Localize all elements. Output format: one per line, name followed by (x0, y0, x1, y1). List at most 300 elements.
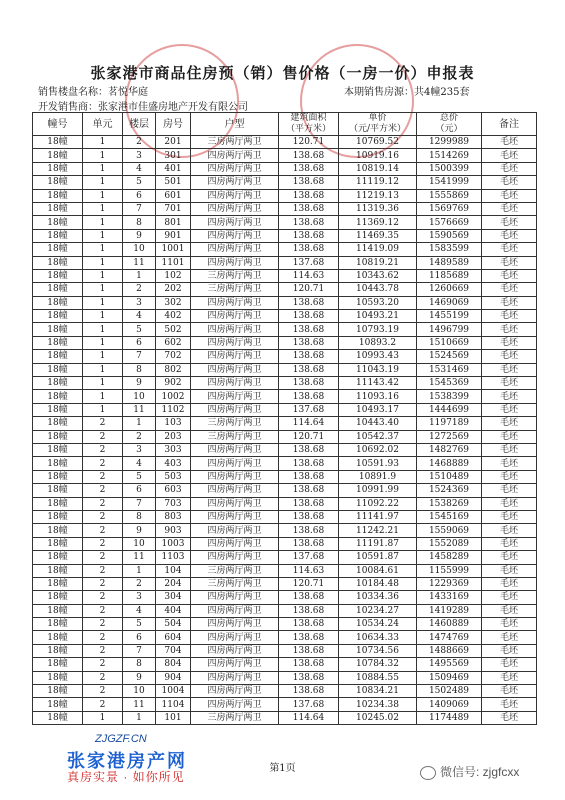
table-row (33, 618, 537, 631)
cell-unit: 2 (83, 551, 123, 564)
cell-room: 503 (156, 470, 191, 483)
cell-room: 801 (156, 216, 191, 229)
cell-unit: 2 (83, 604, 123, 617)
cell-room: 802 (156, 363, 191, 376)
cell-building: 18幢 (33, 510, 83, 523)
cell-type: 四房两厅两卫 (191, 310, 279, 323)
cell-area: 138.68 (279, 524, 339, 537)
table-row (33, 283, 537, 296)
table-row (33, 658, 537, 671)
cell-room: 304 (156, 591, 191, 604)
cell-room: 603 (156, 484, 191, 497)
cell-building: 18幢 (33, 403, 83, 416)
cell-unit: 2 (83, 497, 123, 510)
cell-room: 901 (156, 229, 191, 242)
cell-price: 10334.36 (339, 591, 417, 604)
cell-floor: 2 (123, 430, 156, 443)
header-area: 建筑面积 （平方米） (279, 113, 339, 136)
table-row (33, 310, 537, 323)
cell-area: 120.71 (279, 283, 339, 296)
cell-unit: 1 (83, 229, 123, 242)
table-row (33, 202, 537, 215)
cell-floor: 4 (123, 457, 156, 470)
cell-room: 602 (156, 336, 191, 349)
cell-building: 18幢 (33, 162, 83, 175)
cell-price: 11143.42 (339, 377, 417, 390)
cell-floor: 1 (123, 417, 156, 430)
cell-price: 11043.19 (339, 363, 417, 376)
table-row (33, 604, 537, 617)
cell-total: 1419289 (417, 604, 482, 617)
cell-room: 804 (156, 658, 191, 671)
table-row (33, 390, 537, 403)
cell-type: 四房两厅两卫 (191, 202, 279, 215)
cell-area: 138.68 (279, 323, 339, 336)
cell-floor: 4 (123, 604, 156, 617)
cell-area: 137.68 (279, 698, 339, 711)
cell-floor: 4 (123, 162, 156, 175)
cell-type: 四房两厅两卫 (191, 551, 279, 564)
cell-type: 四房两厅两卫 (191, 591, 279, 604)
cell-area: 138.68 (279, 618, 339, 631)
cell-area: 138.68 (279, 457, 339, 470)
cell-room: 403 (156, 457, 191, 470)
cell-total: 1409069 (417, 698, 482, 711)
cell-floor: 6 (123, 189, 156, 202)
cell-price: 10493.21 (339, 310, 417, 323)
cell-room: 201 (156, 136, 191, 149)
cell-floor: 5 (123, 176, 156, 189)
cell-type: 四房两厅两卫 (191, 443, 279, 456)
cell-note: 毛坯 (482, 417, 537, 430)
header-floor: 楼层 (123, 113, 156, 136)
cell-room: 302 (156, 296, 191, 309)
cell-area: 138.68 (279, 537, 339, 550)
cell-building: 18幢 (33, 430, 83, 443)
cell-building: 18幢 (33, 470, 83, 483)
cell-price: 10893.2 (339, 336, 417, 349)
cell-floor: 8 (123, 510, 156, 523)
cell-price: 10919.16 (339, 149, 417, 162)
cell-total: 1495569 (417, 658, 482, 671)
cell-note: 毛坯 (482, 551, 537, 564)
cell-area: 138.68 (279, 229, 339, 242)
header-type: 户型 (191, 113, 279, 136)
cell-unit: 2 (83, 658, 123, 671)
cell-type: 四房两厅两卫 (191, 323, 279, 336)
cell-price: 11469.35 (339, 229, 417, 242)
cell-floor: 4 (123, 310, 156, 323)
header-price: 单价 （元/平方米） (339, 113, 417, 136)
cell-area: 138.68 (279, 390, 339, 403)
table-row (33, 470, 537, 483)
cell-area: 138.68 (279, 671, 339, 684)
cell-area: 138.68 (279, 377, 339, 390)
cell-building: 18幢 (33, 564, 83, 577)
cell-unit: 1 (83, 149, 123, 162)
cell-area: 138.68 (279, 162, 339, 175)
cell-floor: 6 (123, 631, 156, 644)
cell-unit: 2 (83, 698, 123, 711)
cell-floor: 8 (123, 216, 156, 229)
table-header-row (33, 113, 537, 136)
table-row (33, 698, 537, 711)
wechat-id: 微信号: zjgfcxx (420, 763, 519, 780)
cell-price: 10343.62 (339, 269, 417, 282)
table-row (33, 497, 537, 510)
cell-building: 18幢 (33, 216, 83, 229)
cell-type: 四房两厅两卫 (191, 658, 279, 671)
cell-price: 10591.93 (339, 457, 417, 470)
cell-area: 114.64 (279, 711, 339, 724)
cell-room: 401 (156, 162, 191, 175)
cell-building: 18幢 (33, 136, 83, 149)
cell-room: 601 (156, 189, 191, 202)
cell-unit: 2 (83, 457, 123, 470)
cell-type: 四房两厅两卫 (191, 497, 279, 510)
watermark-site: ZJGZF.CN (95, 733, 147, 745)
cell-building: 18幢 (33, 176, 83, 189)
cell-total: 1569769 (417, 202, 482, 215)
cell-total: 1482769 (417, 443, 482, 456)
cell-note: 毛坯 (482, 176, 537, 189)
cell-area: 138.68 (279, 336, 339, 349)
cell-type: 四房两厅两卫 (191, 162, 279, 175)
cell-unit: 2 (83, 564, 123, 577)
cell-room: 1003 (156, 537, 191, 550)
cell-note: 毛坯 (482, 336, 537, 349)
cell-room: 102 (156, 269, 191, 282)
table-row (33, 162, 537, 175)
cell-floor: 5 (123, 618, 156, 631)
cell-price: 11141.97 (339, 510, 417, 523)
cell-note: 毛坯 (482, 470, 537, 483)
table-row (33, 524, 537, 537)
cell-unit: 1 (83, 189, 123, 202)
cell-type: 四房两厅两卫 (191, 537, 279, 550)
cell-price: 11119.12 (339, 176, 417, 189)
cell-type: 四房两厅两卫 (191, 524, 279, 537)
cell-floor: 6 (123, 336, 156, 349)
cell-note: 毛坯 (482, 644, 537, 657)
cell-type: 四房两厅两卫 (191, 644, 279, 657)
cell-room: 402 (156, 310, 191, 323)
cell-price: 11191.87 (339, 537, 417, 550)
cell-building: 18幢 (33, 631, 83, 644)
table-row (33, 457, 537, 470)
table-row (33, 711, 537, 724)
cell-room: 803 (156, 510, 191, 523)
table-row (33, 551, 537, 564)
cell-total: 1496799 (417, 323, 482, 336)
cell-note: 毛坯 (482, 310, 537, 323)
cell-building: 18幢 (33, 189, 83, 202)
cell-unit: 1 (83, 377, 123, 390)
cell-building: 18幢 (33, 336, 83, 349)
cell-note: 毛坯 (482, 136, 537, 149)
cell-room: 1001 (156, 243, 191, 256)
cell-note: 毛坯 (482, 216, 537, 229)
cell-area: 114.64 (279, 417, 339, 430)
table-row (33, 189, 537, 202)
cell-room: 703 (156, 497, 191, 510)
cell-price: 10234.27 (339, 604, 417, 617)
table-row (33, 430, 537, 443)
cell-building: 18幢 (33, 377, 83, 390)
cell-note: 毛坯 (482, 457, 537, 470)
cell-unit: 1 (83, 216, 123, 229)
cell-type: 四房两厅两卫 (191, 350, 279, 363)
cell-room: 502 (156, 323, 191, 336)
cell-total: 1541999 (417, 176, 482, 189)
total-units: 本期销售房源：共4幢235套 (344, 87, 470, 98)
cell-unit: 2 (83, 417, 123, 430)
table-row (33, 443, 537, 456)
cell-note: 毛坯 (482, 564, 537, 577)
cell-type: 四房两厅两卫 (191, 403, 279, 416)
cell-note: 毛坯 (482, 711, 537, 724)
header-building: 幢号 (33, 113, 83, 136)
cell-unit: 2 (83, 510, 123, 523)
cell-type: 三房两厅两卫 (191, 269, 279, 282)
cell-floor: 2 (123, 283, 156, 296)
cell-floor: 8 (123, 363, 156, 376)
cell-total: 1524369 (417, 484, 482, 497)
cell-building: 18幢 (33, 484, 83, 497)
cell-area: 138.68 (279, 310, 339, 323)
cell-floor: 11 (123, 256, 156, 269)
cell-room: 104 (156, 564, 191, 577)
cell-price: 10993.43 (339, 350, 417, 363)
cell-floor: 1 (123, 269, 156, 282)
price-table (32, 112, 537, 725)
cell-total: 1455199 (417, 310, 482, 323)
cell-area: 138.68 (279, 591, 339, 604)
table-row (33, 591, 537, 604)
cell-area: 138.68 (279, 350, 339, 363)
cell-note: 毛坯 (482, 537, 537, 550)
cell-type: 三房两厅两卫 (191, 430, 279, 443)
cell-room: 1103 (156, 551, 191, 564)
cell-unit: 2 (83, 430, 123, 443)
cell-type: 四房两厅两卫 (191, 296, 279, 309)
cell-price: 10991.99 (339, 484, 417, 497)
table-row (33, 176, 537, 189)
cell-total: 1197189 (417, 417, 482, 430)
cell-building: 18幢 (33, 537, 83, 550)
cell-room: 1104 (156, 698, 191, 711)
cell-area: 138.68 (279, 363, 339, 376)
cell-area: 138.68 (279, 510, 339, 523)
cell-floor: 3 (123, 296, 156, 309)
cell-price: 10593.20 (339, 296, 417, 309)
cell-total: 1468889 (417, 457, 482, 470)
cell-area: 138.68 (279, 189, 339, 202)
cell-price: 11242.21 (339, 524, 417, 537)
cell-total: 1514269 (417, 149, 482, 162)
cell-total: 1174489 (417, 711, 482, 724)
cell-type: 四房两厅两卫 (191, 685, 279, 698)
cell-note: 毛坯 (482, 484, 537, 497)
cell-unit: 1 (83, 323, 123, 336)
cell-room: 202 (156, 283, 191, 296)
table-row (33, 336, 537, 349)
table-row (33, 484, 537, 497)
cell-room: 604 (156, 631, 191, 644)
cell-room: 501 (156, 176, 191, 189)
table-row (33, 269, 537, 282)
cell-unit: 1 (83, 256, 123, 269)
cell-note: 毛坯 (482, 591, 537, 604)
cell-total: 1272569 (417, 430, 482, 443)
cell-type: 四房两厅两卫 (191, 176, 279, 189)
cell-area: 138.68 (279, 658, 339, 671)
cell-total: 1500399 (417, 162, 482, 175)
cell-total: 1538269 (417, 497, 482, 510)
cell-type: 四房两厅两卫 (191, 631, 279, 644)
cell-note: 毛坯 (482, 524, 537, 537)
table-row (33, 631, 537, 644)
cell-unit: 2 (83, 671, 123, 684)
cell-price: 11319.36 (339, 202, 417, 215)
cell-note: 毛坯 (482, 189, 537, 202)
cell-total: 1524569 (417, 350, 482, 363)
cell-price: 11093.16 (339, 390, 417, 403)
cell-area: 138.68 (279, 604, 339, 617)
cell-total: 1155999 (417, 564, 482, 577)
table-row (33, 149, 537, 162)
table-row (33, 296, 537, 309)
cell-type: 三房两厅两卫 (191, 577, 279, 590)
cell-note: 毛坯 (482, 658, 537, 671)
table-row (33, 216, 537, 229)
cell-room: 103 (156, 417, 191, 430)
cell-floor: 2 (123, 577, 156, 590)
cell-floor: 7 (123, 350, 156, 363)
cell-unit: 2 (83, 443, 123, 456)
cell-note: 毛坯 (482, 577, 537, 590)
cell-price: 10542.37 (339, 430, 417, 443)
header-total: 总价 （元） (417, 113, 482, 136)
cell-floor: 2 (123, 136, 156, 149)
cell-floor: 7 (123, 644, 156, 657)
cell-price: 10245.02 (339, 711, 417, 724)
cell-area: 138.68 (279, 216, 339, 229)
cell-note: 毛坯 (482, 604, 537, 617)
cell-building: 18幢 (33, 658, 83, 671)
cell-building: 18幢 (33, 591, 83, 604)
cell-area: 114.63 (279, 564, 339, 577)
cell-total: 1509469 (417, 671, 482, 684)
cell-unit: 2 (83, 618, 123, 631)
cell-floor: 8 (123, 658, 156, 671)
cell-total: 1474769 (417, 631, 482, 644)
cell-type: 四房两厅两卫 (191, 671, 279, 684)
cell-type: 四房两厅两卫 (191, 698, 279, 711)
cell-price: 10692.02 (339, 443, 417, 456)
cell-price: 10493.17 (339, 403, 417, 416)
wechat-icon (420, 766, 436, 780)
cell-total: 1538399 (417, 390, 482, 403)
cell-note: 毛坯 (482, 229, 537, 242)
watermark-slogan: 真房实景 · 如你所见 (67, 770, 185, 784)
table-row (33, 537, 537, 550)
cell-price: 10769.52 (339, 136, 417, 149)
cell-total: 1488669 (417, 644, 482, 657)
cell-note: 毛坯 (482, 377, 537, 390)
cell-note: 毛坯 (482, 243, 537, 256)
cell-floor: 3 (123, 443, 156, 456)
cell-building: 18幢 (33, 310, 83, 323)
cell-unit: 2 (83, 685, 123, 698)
cell-building: 18幢 (33, 323, 83, 336)
cell-total: 1502489 (417, 685, 482, 698)
cell-building: 18幢 (33, 443, 83, 456)
cell-building: 18幢 (33, 417, 83, 430)
cell-room: 902 (156, 377, 191, 390)
cell-building: 18幢 (33, 256, 83, 269)
cell-building: 18幢 (33, 229, 83, 242)
cell-note: 毛坯 (482, 363, 537, 376)
cell-room: 504 (156, 618, 191, 631)
cell-total: 1552089 (417, 537, 482, 550)
cell-unit: 1 (83, 202, 123, 215)
cell-unit: 1 (83, 176, 123, 189)
cell-price: 10184.48 (339, 577, 417, 590)
table-row (33, 243, 537, 256)
table-row (33, 510, 537, 523)
cell-area: 138.68 (279, 644, 339, 657)
cell-type: 四房两厅两卫 (191, 457, 279, 470)
table-row (33, 644, 537, 657)
cell-building: 18幢 (33, 698, 83, 711)
cell-price: 11092.22 (339, 497, 417, 510)
cell-building: 18幢 (33, 524, 83, 537)
table-row (33, 136, 537, 149)
cell-unit: 1 (83, 243, 123, 256)
cell-room: 101 (156, 711, 191, 724)
cell-type: 四房两厅两卫 (191, 390, 279, 403)
cell-price: 10084.61 (339, 564, 417, 577)
cell-note: 毛坯 (482, 443, 537, 456)
cell-floor: 3 (123, 591, 156, 604)
cell-building: 18幢 (33, 685, 83, 698)
cell-floor: 5 (123, 470, 156, 483)
cell-total: 1559069 (417, 524, 482, 537)
cell-area: 138.68 (279, 484, 339, 497)
cell-building: 18幢 (33, 577, 83, 590)
cell-total: 1510489 (417, 470, 482, 483)
table-row (33, 403, 537, 416)
project-name: 销售楼盘名称：茗悦华庭 (38, 87, 148, 98)
cell-area: 138.68 (279, 443, 339, 456)
cell-note: 毛坯 (482, 685, 537, 698)
cell-note: 毛坯 (482, 497, 537, 510)
cell-unit: 2 (83, 524, 123, 537)
cell-type: 四房两厅两卫 (191, 618, 279, 631)
cell-unit: 2 (83, 537, 123, 550)
cell-unit: 2 (83, 644, 123, 657)
cell-room: 903 (156, 524, 191, 537)
cell-note: 毛坯 (482, 671, 537, 684)
cell-note: 毛坯 (482, 698, 537, 711)
document-title: 张家港市商品住房预（销）售价格（一房一价）申报表 (90, 64, 475, 82)
cell-type: 三房两厅两卫 (191, 417, 279, 430)
cell-total: 1458289 (417, 551, 482, 564)
cell-price: 10884.55 (339, 671, 417, 684)
cell-unit: 2 (83, 470, 123, 483)
cell-note: 毛坯 (482, 350, 537, 363)
